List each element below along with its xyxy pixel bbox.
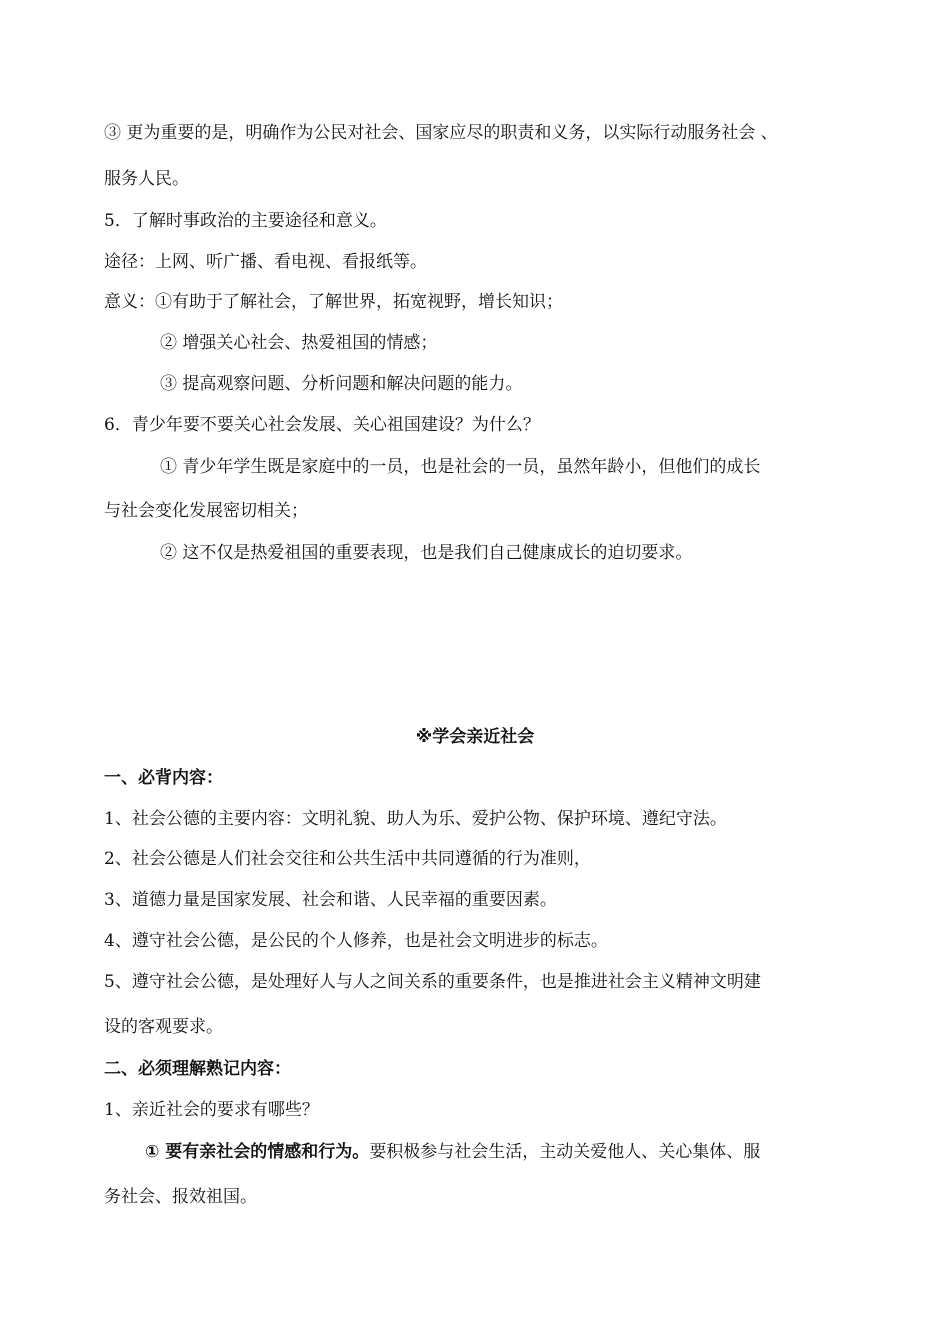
section-title: ※学会亲近社会 <box>415 727 535 747</box>
question-6: 6．青少年要不要关心社会发展、关心祖国建设？为什么？ <box>104 415 540 435</box>
question-1: 1、亲近社会的要求有哪些？ <box>104 1100 319 1120</box>
list-item: 2、社会公德是人们社会交往和公共生活中共同遵循的行为准则， <box>104 849 591 869</box>
paragraph-line: 服务人民。 <box>104 169 189 189</box>
list-item: 4、遵守社会公德，是公民的个人修养，也是社会文明进步的标志。 <box>104 931 608 951</box>
meaning-line-1: 意义：①有助于了解社会，了解世界，拓宽视野，增长知识； <box>104 292 563 312</box>
ways-line: 途径：上网、听广播、看电视、看报纸等。 <box>104 252 427 272</box>
meaning-line-2: ② 增强关心社会、热爱祖国的情感； <box>160 333 438 353</box>
heading-understand: 二、必须理解熟记内容： <box>104 1059 291 1079</box>
question-5: 5．了解时事政治的主要途径和意义。 <box>104 211 387 231</box>
answer-6-2: ② 这不仅是热爱祖国的重要表现，也是我们自己健康成长的迫切要求。 <box>160 543 693 563</box>
answer-6-1-line1: ① 青少年学生既是家庭中的一员，也是社会的一员，虽然年龄小，但他们的成长 <box>160 457 761 477</box>
paragraph-line: ③ 更为重要的是，明确作为公民对社会、国家应尽的职责和义务，以实际行动服务社会 、 <box>104 123 778 143</box>
heading-must-memorize: 一、必背内容： <box>104 768 223 788</box>
answer-1-line2: 务社会、报效祖国。 <box>104 1187 257 1207</box>
answer-1-bold: ① 要有亲社会的情感和行为。 <box>145 1142 370 1162</box>
list-item: 1、社会公德的主要内容：文明礼貌、助人为乐、爱护公物、保护环境、遵纪守法。 <box>104 809 727 829</box>
list-item: 3、道德力量是国家发展、社会和谐、人民幸福的重要因素。 <box>104 890 557 910</box>
list-item: 5、遵守社会公德，是处理好人与人之间关系的重要条件，也是推进社会主义精神文明建 <box>104 972 761 992</box>
answer-1-rest: 要积极参与社会生活，主动关爱他人、关心集体、服 <box>369 1142 761 1162</box>
answer-1-line1 <box>145 1141 760 1163</box>
list-item-continuation: 设的客观要求。 <box>104 1017 223 1037</box>
answer-6-1-line2: 与社会变化发展密切相关； <box>104 501 308 521</box>
meaning-line-3: ③ 提高观察问题、分析问题和解决问题的能力。 <box>160 374 523 394</box>
